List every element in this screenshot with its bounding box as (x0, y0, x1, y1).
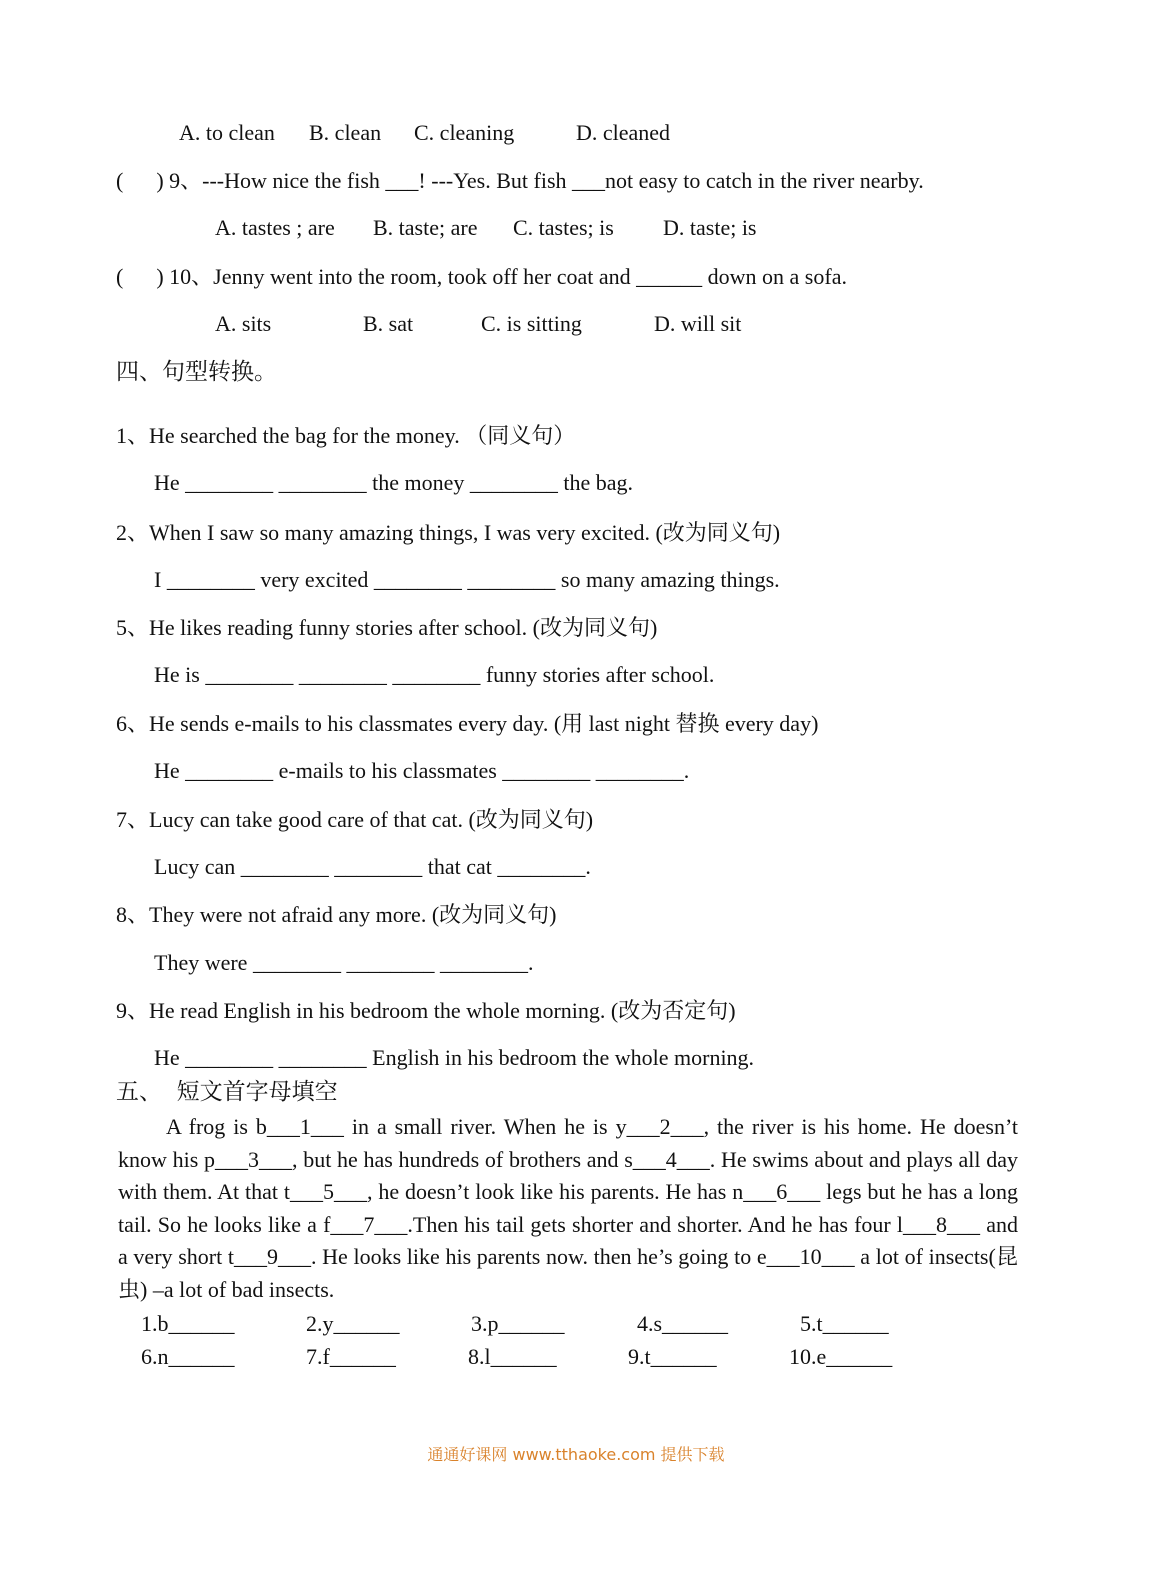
cloze-passage: A frog is b___1___ in a small river. When he is y___2___, the river is his home. He doesn’t know his p___3___, but he has hundreds of brothers and s___4___. He swims about and plays all day with them. At that t___5___, he doesn’t look like his parents. He has n___6___ legs but he has a long tail. So he looks like a f___7___.Then his tail gets shorter and shorter. And he has four l___8___ and a very short t___9___. He looks like his parents now. then he’s going to e___10___ a lot of insects(昆虫) –a lot of bad insects. (118, 1114, 1018, 1302)
q10-option-c: C. is sitting (481, 311, 582, 336)
s4-a5: He is ________ ________ ________ funny stories after school. (154, 662, 715, 687)
blank-10: 10.e______ (789, 1344, 893, 1369)
s4-a1: He ________ ________ the money ________ the bag. (154, 470, 634, 495)
blank-6: 6.n______ (141, 1344, 235, 1369)
q9-option-c: C. tastes; is (513, 215, 614, 240)
s4-q9: 9、He read English in his bedroom the whole morning. (改为否定句) (116, 998, 736, 1023)
s4-a9: He ________ ________ English in his bedroom the whole morning. (154, 1045, 755, 1070)
blank-4: 4.s______ (637, 1311, 729, 1336)
s4-q7: 7、Lucy can take good care of that cat. (改为同义句) (116, 807, 594, 832)
q10-option-d: D. will sit (654, 311, 742, 336)
footer-download-note: 通通好课网 www.tthaoke.com 提供下载 (427, 1445, 725, 1464)
s4-q8: 8、They were not afraid any more. (改为同义句) (116, 902, 557, 927)
q9-stem: ( ) 9、---How nice the fish ___! ---Yes. But fish ___not easy to catch in the river nearby. (116, 168, 924, 193)
q8-option-b: B. clean (309, 120, 382, 145)
q8-option-a: A. to clean (179, 120, 275, 145)
section4-title: 四、句型转换。 (116, 359, 277, 385)
blank-3: 3.p______ (471, 1311, 565, 1336)
q8-option-d: D. cleaned (576, 120, 671, 145)
q8-option-c: C. cleaning (414, 120, 515, 145)
q9-option-b: B. taste; are (373, 215, 478, 240)
s4-q6: 6、He sends e-mails to his classmates every day. (用 last night 替换 every day) (116, 711, 819, 736)
blank-5: 5.t______ (800, 1311, 889, 1336)
blank-1: 1.b______ (141, 1311, 235, 1336)
blank-7: 7.f______ (306, 1344, 396, 1369)
section5-title: 五、 短文首字母填空 (116, 1079, 338, 1105)
s4-q5: 5、He likes reading funny stories after school. (改为同义句) (116, 615, 658, 640)
s4-q1: 1、He searched the bag for the money. （同义句） (116, 423, 576, 448)
s4-a8: They were ________ ________ ________. (154, 950, 534, 975)
blank-9: 9.t______ (628, 1344, 717, 1369)
blank-8: 8.l______ (468, 1344, 557, 1369)
s4-q2: 2、When I saw so many amazing things, I was very excited. (改为同义句) (116, 520, 781, 545)
q10-option-b: B. sat (363, 311, 414, 336)
q10-option-a: A. sits (215, 311, 272, 336)
blank-2: 2.y______ (306, 1311, 400, 1336)
s4-a7: Lucy can ________ ________ that cat ________. (154, 854, 591, 879)
q9-option-d: D. taste; is (663, 215, 757, 240)
s4-a6: He ________ e-mails to his classmates ________ ________. (154, 758, 690, 783)
q10-stem: ( ) 10、Jenny went into the room, took off her coat and ______ down on a sofa. (116, 264, 847, 289)
q9-option-a: A. tastes ; are (215, 215, 335, 240)
s4-a2: I ________ very excited ________ ________ so many amazing things. (154, 567, 780, 592)
